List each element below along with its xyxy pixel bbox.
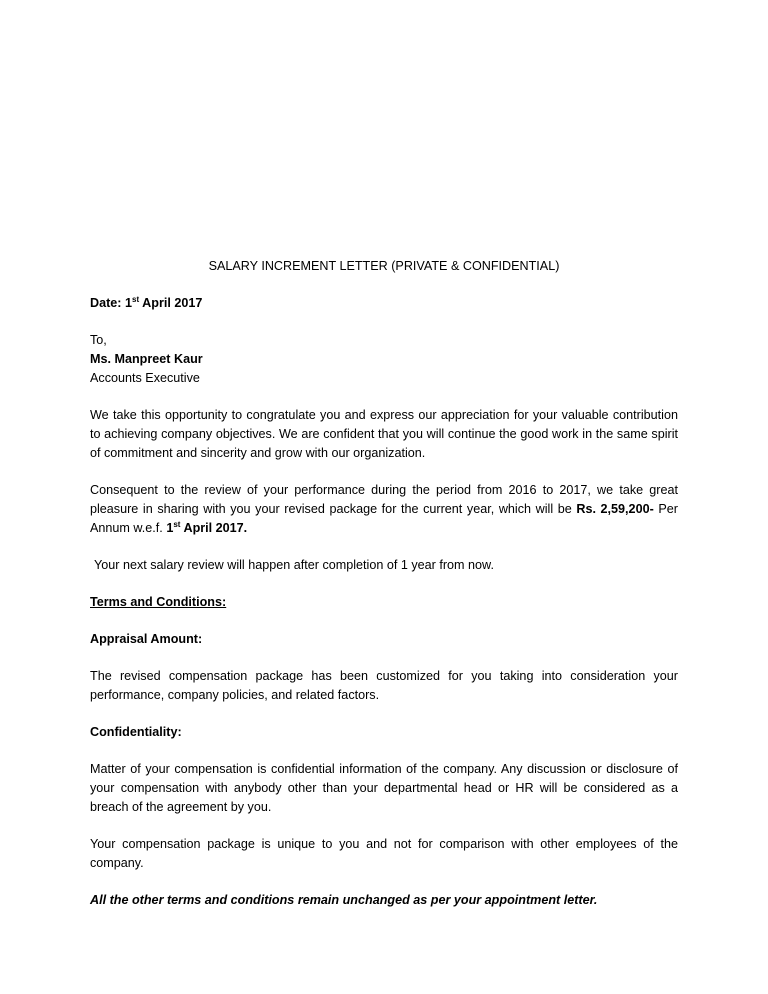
recipient-block xyxy=(90,331,678,388)
paragraph-next-review: Your next salary review will happen after completion of 1 year from now. xyxy=(94,558,494,572)
confidentiality-heading: Confidentiality: xyxy=(90,725,182,739)
to-label: To, xyxy=(90,333,107,347)
effective-rest: April 2017. xyxy=(180,521,248,535)
package-mid-text: Per Annum w.e.f. xyxy=(90,502,678,535)
recipient-name: Ms. Manpreet Kaur xyxy=(90,352,203,366)
effective-date xyxy=(166,521,247,535)
terms-heading: Terms and Conditions: xyxy=(90,595,227,609)
effective-day-suffix: st xyxy=(173,519,181,529)
paragraph-revised-package xyxy=(90,481,678,538)
paragraph-appreciation: We take this opportunity to congratulate you and express our appreciation for your valuable contribution to achieving company objectives. We are confident that you will continue the good work in the same spirit of commitment and sincerity and grow with our organization. xyxy=(90,408,678,460)
letter-date xyxy=(90,294,678,313)
effective-day: 1 xyxy=(166,521,174,535)
letter-title: SALARY INCREMENT LETTER (PRIVATE & CONFIDENTIAL) xyxy=(208,259,560,273)
compensation-unique-text: Your compensation package is unique to you and not for comparison with other employees of the company. xyxy=(90,837,678,870)
package-text: Consequent to the review of your performance during the period from 2016 to 2017, we take great pleasure in sharing with you your revised package for the current year, which will be xyxy=(90,483,678,516)
confidentiality-text: Matter of your compensation is confidential information of the company. Any discussion or disclosure of your compensation with anybody other than your departmental head or HR will be considered as a breach of the agreement by you. xyxy=(90,762,678,814)
appraisal-text: The revised compensation package has been customized for you taking into consideration your performance, company policies, and related factors. xyxy=(90,669,678,702)
date-suffix: st xyxy=(132,294,140,304)
appraisal-heading: Appraisal Amount: xyxy=(90,632,203,646)
closing-statement: All the other terms and conditions remain unchanged as per your appointment letter. xyxy=(90,893,598,907)
recipient-title: Accounts Executive xyxy=(90,371,200,385)
date-label: Date: 1 xyxy=(90,296,132,310)
date-rest: April 2017 xyxy=(139,296,203,310)
package-amount: Rs. 2,59,200- xyxy=(576,502,654,516)
letter-body xyxy=(90,257,678,928)
